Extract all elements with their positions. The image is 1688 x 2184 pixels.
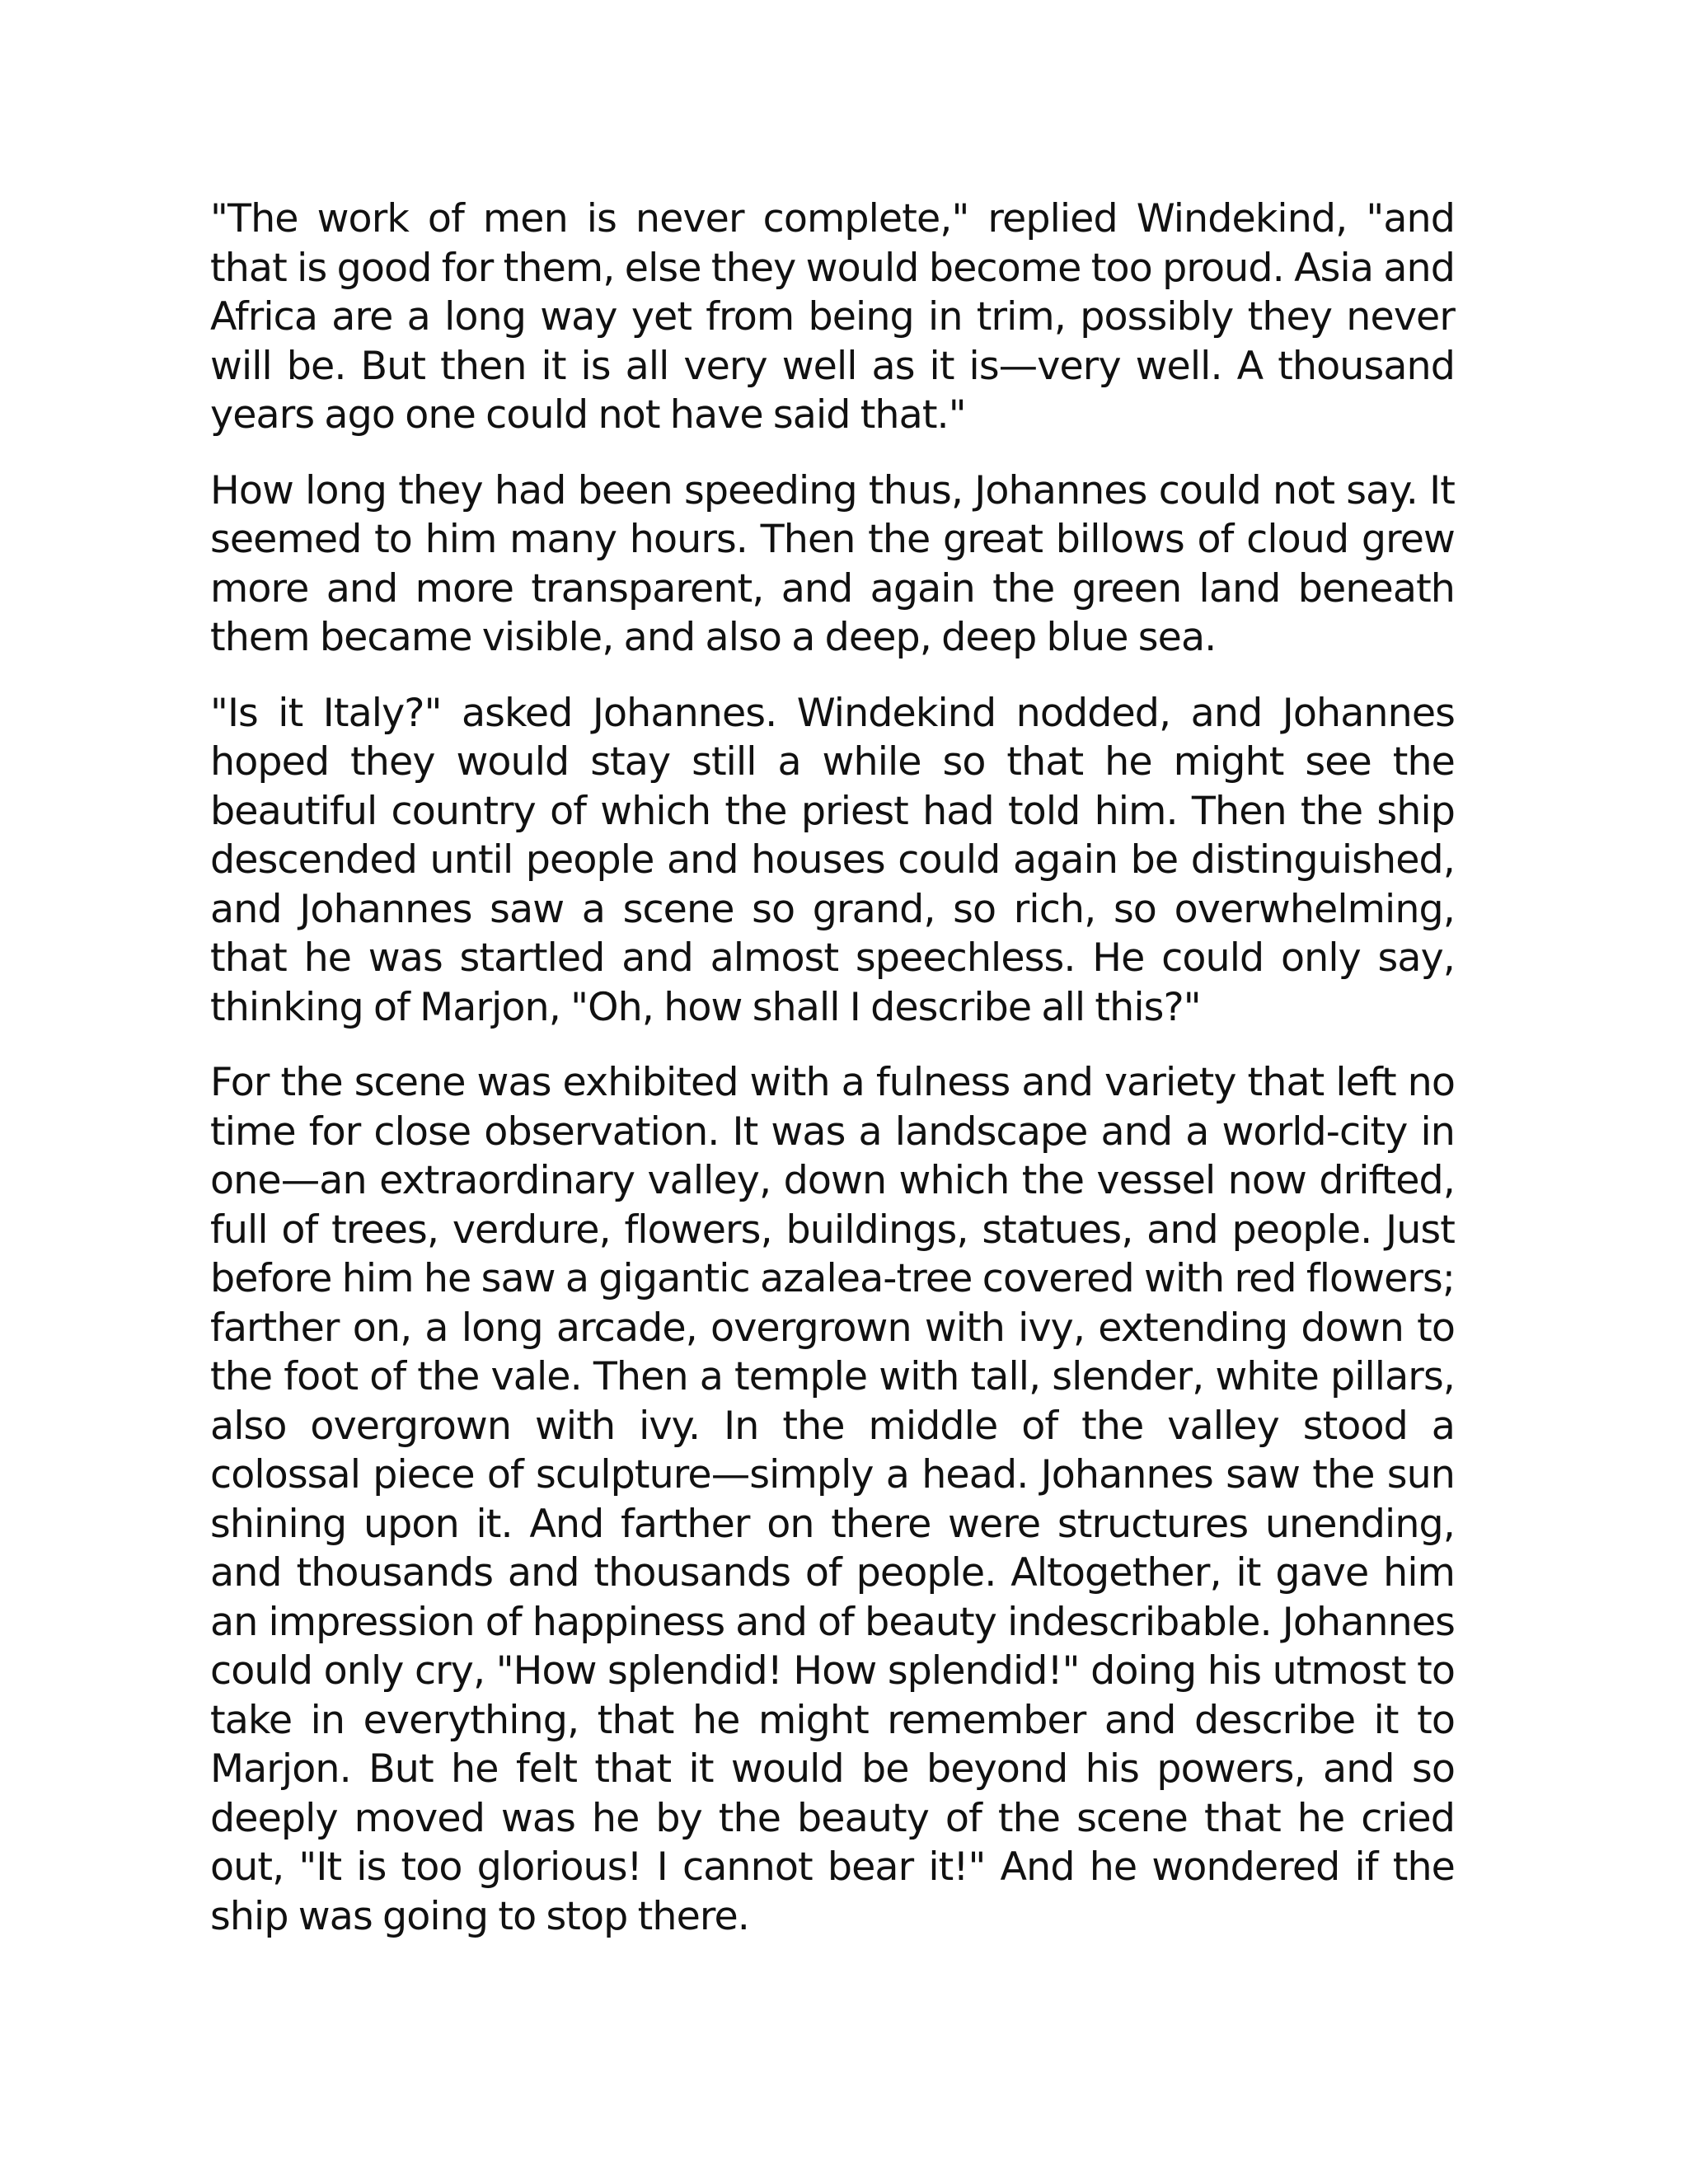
page-body — [210, 194, 1455, 1967]
paragraph-4: For the scene was exhibited with a fulness and variety that left no time for close observation. It was a landscape and a world-city in one—an extraordinary valley, down which the vessel now drifted, full of trees, verdure, flowers, buildings, statues, and people. Just before him he saw a gigantic azalea-tree covered with red flowers; farther on, a long arcade, overgrown with ivy, extending down to the foot of the vale. Then a temple with tall, slender, white pillars, also overgrown with ivy. In the middle of the valley stood a colossal piece of sculpture—simply a head. Johannes saw the sun shining upon it. And farther on there were structures unending, and thousands and thousands of people. Altogether, it gave him an impression of happiness and of beauty indescribable. Johannes could only cry, "How splendid! How splendid!" doing his utmost to take in everything, that he might remember and describe it to Marjon. But he felt that it would be beyond his powers, and so deeply moved was he by the beauty of the scene that he cried out, "It is too glorious! I cannot bear it!" And he wondered if the ship was going to stop there. — [210, 1060, 1455, 1939]
paragraph-2: How long they had been speeding thus, Johannes could not say. It seemed to him many hours. Then the great billows of cloud grew more and more transparent, and again the green land beneath them became visible, and also a deep, deep blue sea. — [210, 467, 1455, 660]
paragraph-3: "Is it Italy?" asked Johannes. Windekind nodded, and Johannes hoped they would stay still a while so that he might see the beautiful country of which the priest had told him. Then the ship descended until people and houses could again be distinguished, and Johannes saw a scene so grand, so rich, so overwhelming, that he was startled and almost speechless. He could only say, thinking of Marjon, "Oh, how shall I describe all this?" — [210, 690, 1455, 1030]
paragraph-1: "The work of men is never complete," replied Windekind, "and that is good for them, else they would become too proud. Asia and Africa are a long way yet from being in trim, possibly they never will be. But then it is all very well as it is—very well. A thousand years ago one could not have said that." — [210, 196, 1455, 438]
